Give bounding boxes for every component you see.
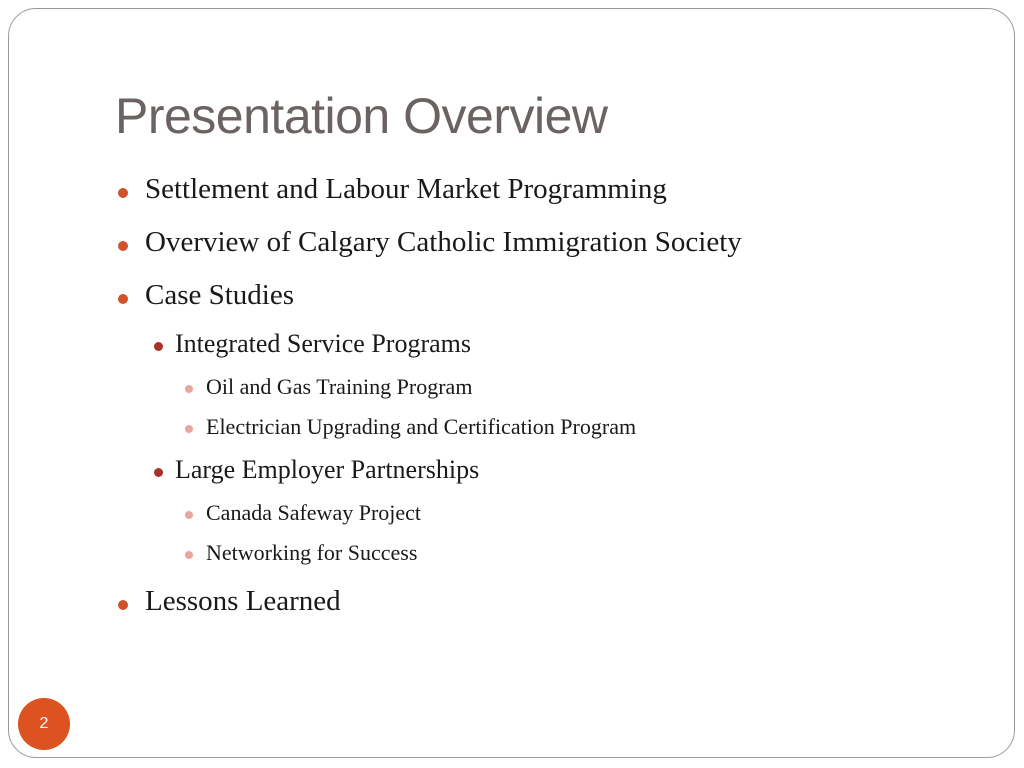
sub-sub-bullet-item: [206, 374, 472, 400]
sub-bullet-item: [175, 455, 479, 485]
bullet-text: Settlement and Labour Market Programming: [145, 173, 667, 205]
bullet-dot-icon: [118, 188, 128, 198]
slide: [8, 8, 1015, 758]
sub-sub-bullet-item: [206, 540, 417, 566]
bullet-dot-icon: [154, 468, 163, 477]
bullet-item: [145, 585, 341, 618]
sub-bullet-item: [175, 329, 471, 359]
bullet-dot-icon: [118, 600, 128, 610]
bullet-dot-icon: [185, 385, 193, 393]
bullet-dot-icon: [185, 425, 193, 433]
bullet-text: Large Employer Partnerships: [175, 455, 480, 484]
slide-number: 2: [39, 715, 49, 732]
bullet-dot-icon: [118, 294, 128, 304]
bullet-text: Case Studies: [145, 279, 295, 311]
sub-sub-bullet-item: [206, 414, 636, 440]
bullet-item: [145, 279, 294, 312]
bullet-text: Overview of Calgary Catholic Immigration Society: [145, 226, 742, 258]
bullet-text: Oil and Gas Training Program: [206, 374, 473, 399]
bullet-text: Lessons Learned: [145, 585, 341, 617]
bullet-dot-icon: [185, 551, 193, 559]
bullet-text: Integrated Service Programs: [175, 329, 472, 358]
bullet-text: Electrician Upgrading and Certification Program: [206, 414, 637, 439]
bullet-dot-icon: [154, 342, 163, 351]
bullet-text: Canada Safeway Project: [206, 500, 422, 525]
sub-sub-bullet-item: [206, 500, 421, 526]
bullet-item: [145, 173, 667, 206]
bullet-item: [145, 226, 742, 259]
slide-title: Presentation Overview: [115, 88, 608, 144]
bullet-text: Networking for Success: [206, 540, 418, 565]
bullet-dot-icon: [118, 241, 128, 251]
bullet-dot-icon: [185, 511, 193, 519]
slide-number-badge: [18, 698, 70, 750]
